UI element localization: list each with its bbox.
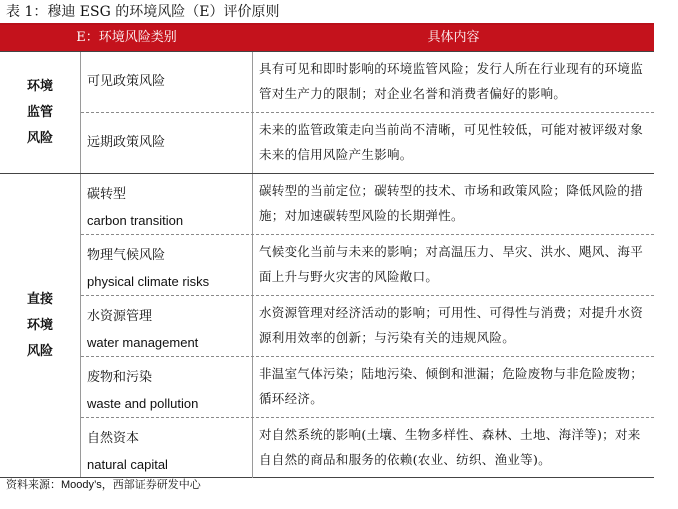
table-row xyxy=(81,235,654,296)
table-row xyxy=(81,357,654,418)
risk-name xyxy=(81,52,253,112)
risk-description: 对自然系统的影响(土壤、生物多样性、森林、土地、海洋等)；对来自自然的商品和服务的依赖(农业、纺织、渔业等)。 xyxy=(259,427,641,467)
risk-description: 未来的监管政策走向当前尚不清晰，可见性较低，可能对被评级对象未来的信用风险产生影响。 xyxy=(259,122,644,162)
risk-name-en: natural capital xyxy=(87,457,168,472)
risk-name-zh: 自然资本 xyxy=(87,431,140,446)
risk-name-en: waste and pollution xyxy=(87,396,199,411)
risk-name-zh: 废物和污染 xyxy=(87,370,153,385)
group-rows xyxy=(81,52,654,173)
risk-name xyxy=(81,235,253,295)
risk-name xyxy=(81,174,253,234)
category-line: 风险 xyxy=(26,130,53,146)
category-line: 环境 xyxy=(26,78,53,94)
risk-description: 具有可见和即时影响的环境监管风险；发行人所在行业现有的环境监管对生产力的限制；对企业名誉和消费者偏好的影响。 xyxy=(259,61,644,101)
table-row xyxy=(81,113,654,173)
risk-name xyxy=(81,418,253,478)
table-title: 表 1：穆迪 ESG 的环境风险（E）评价原则 xyxy=(6,4,280,20)
risk-name-en: water management xyxy=(87,335,199,350)
risk-description: 气候变化当前与未来的影响；对高温压力、旱灾、洪水、飓风、海平面上升与野火灾害的风险敞口。 xyxy=(259,244,644,284)
risk-name xyxy=(81,113,253,173)
category-cell xyxy=(0,52,81,173)
risk-name-en: carbon transition xyxy=(87,213,184,228)
table-row xyxy=(81,418,654,478)
risk-description: 水资源管理对经济活动的影响；可用性、可得性与消费；对提升水资源利用效率的创新；与污染有关的违规风险。 xyxy=(259,305,644,345)
header-category: E：环境风险类别 xyxy=(76,30,177,45)
table-row xyxy=(81,174,654,235)
source-note: 资料来源：Moody’s，西部证券研发中心 xyxy=(6,479,201,491)
group-regulatory-risk xyxy=(0,51,654,174)
risk-name-zh: 水资源管理 xyxy=(87,309,153,324)
risk-name-zh: 可见政策风险 xyxy=(87,74,166,89)
esg-table xyxy=(0,23,654,478)
category-line: 环境 xyxy=(26,317,53,333)
header-content: 具体内容 xyxy=(427,30,480,45)
group-rows xyxy=(81,174,654,477)
category-cell xyxy=(0,174,81,477)
risk-name xyxy=(81,357,253,417)
table-row xyxy=(81,296,654,357)
group-direct-risk xyxy=(0,174,654,478)
risk-name xyxy=(81,296,253,356)
risk-name-en: physical climate risks xyxy=(87,274,210,289)
table-row xyxy=(81,52,654,113)
risk-name-zh: 碳转型 xyxy=(87,187,127,202)
risk-description: 碳转型的当前定位；碳转型的技术、市场和政策风险；降低风险的措施；对加速碳转型风险的长期弹性。 xyxy=(259,183,644,223)
category-line: 直接 xyxy=(26,291,53,307)
risk-name-zh: 远期政策风险 xyxy=(87,135,166,150)
category-line: 风险 xyxy=(26,343,53,359)
category-line: 监管 xyxy=(26,104,53,120)
risk-name-zh: 物理气候风险 xyxy=(87,248,166,263)
table-header xyxy=(0,25,654,51)
risk-description: 非温室气体污染；陆地污染、倾倒和泄漏；危险废物与非危险废物；循环经济。 xyxy=(259,366,644,406)
